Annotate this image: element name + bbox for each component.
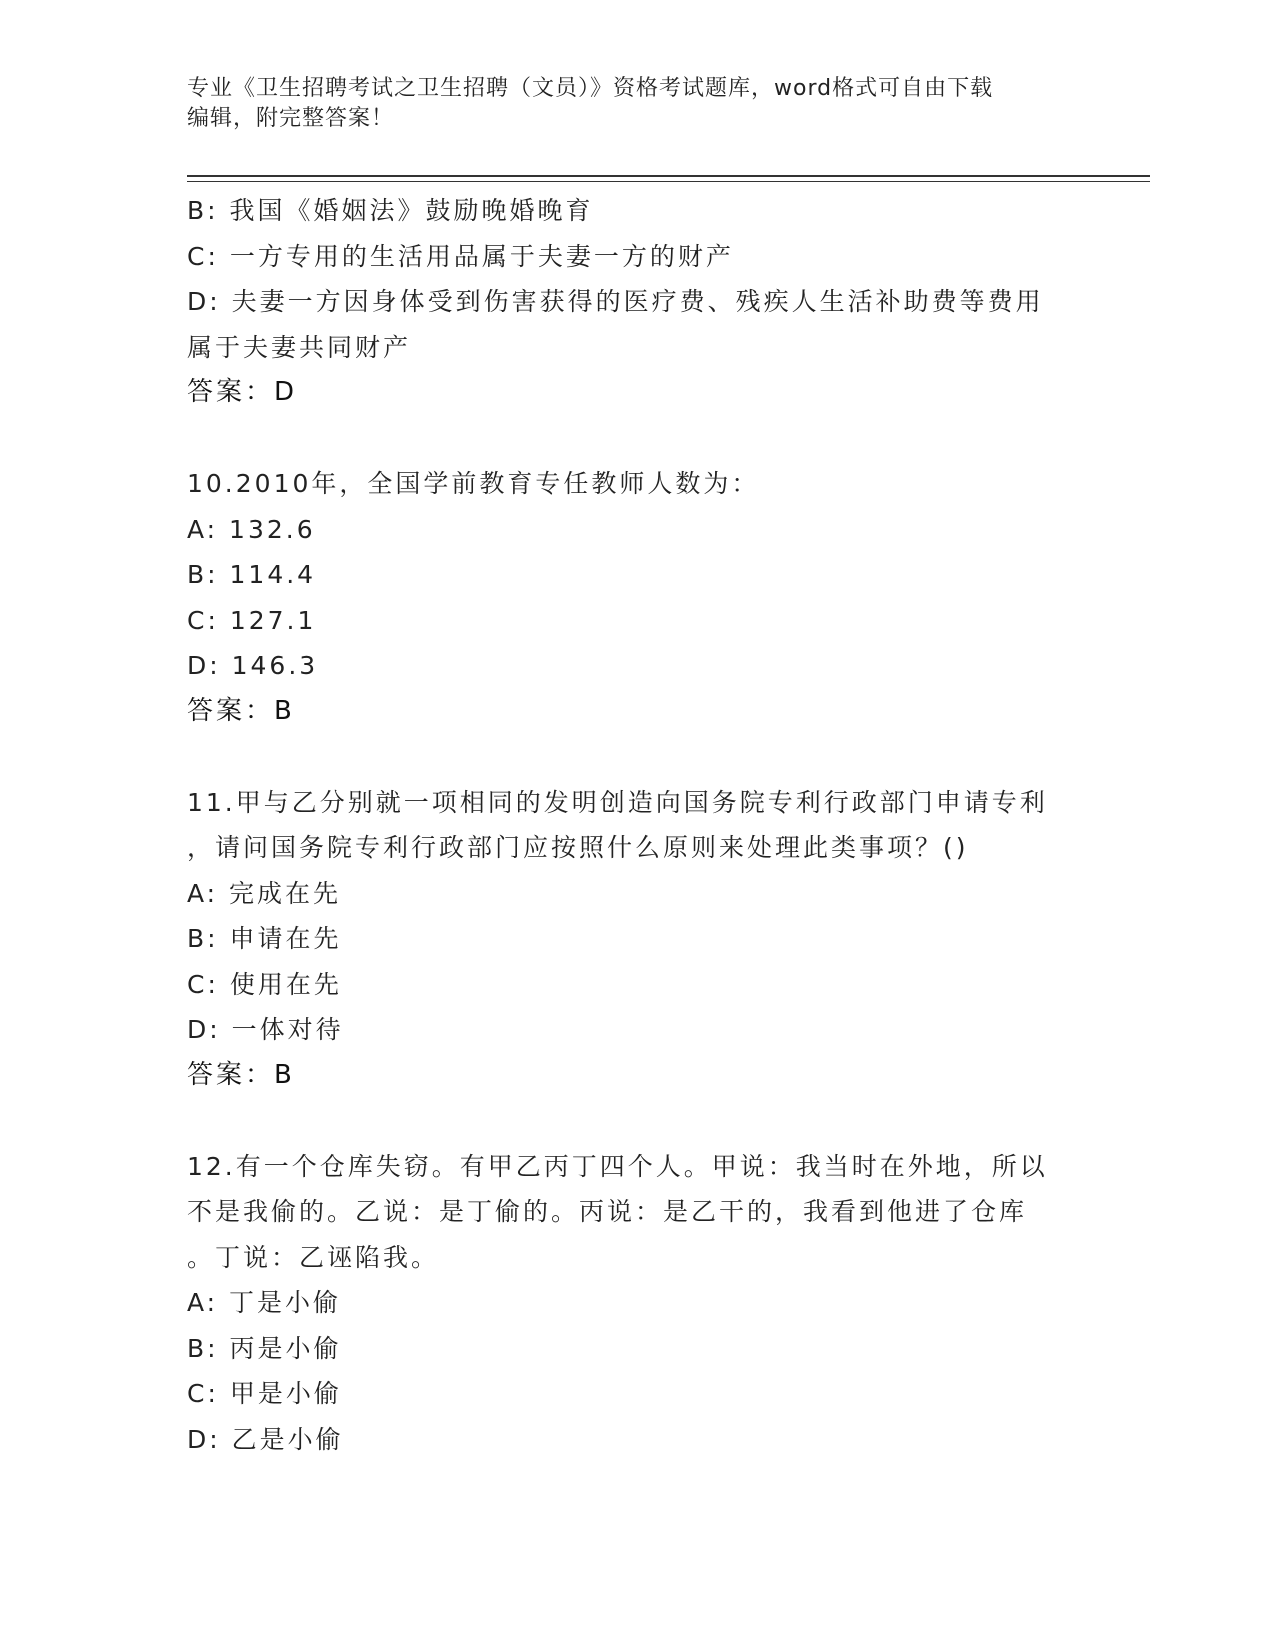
option-d: D: 146.3 [187, 651, 319, 680]
question-block-10 [187, 461, 1077, 734]
option-a: A: 132.6 [187, 514, 316, 544]
option-b: B: 我国《婚姻法》鼓励晚婚晚育 [187, 196, 594, 225]
spacer [187, 734, 1077, 780]
question-block-11 [187, 780, 1077, 1099]
question-block-previous [187, 188, 1077, 416]
option-d: D: 乙是小偷 [187, 1424, 344, 1454]
option-a: A: 完成在先 [187, 878, 342, 908]
question-stem-continued: 不是我偷的。乙说：是丁偷的。丙说：是乙干的，我看到他进了仓库 [187, 1197, 1028, 1226]
option-d: D: 一体对待 [187, 1015, 344, 1044]
question-stem-continued: 。丁说：乙诬陷我。 [187, 1242, 440, 1272]
answer: 答案：D [187, 377, 298, 407]
spacer [187, 1098, 1077, 1144]
answer: 答案：B [187, 695, 295, 726]
question-block-12 [187, 1144, 1077, 1463]
question-stem: 11.甲与乙分别就一项相同的发明创造向国务院专利行政部门申请专利 [187, 787, 1048, 817]
option-c: C: 甲是小偷 [187, 1379, 342, 1408]
document-header [187, 74, 1067, 134]
question-stem: 12.有一个仓库失窃。有甲乙丙丁四个人。甲说：我当时在外地，所以 [187, 1151, 1048, 1181]
option-c: C: 一方专用的生活用品属于夫妻一方的财产 [187, 241, 734, 271]
option-d-continued: 属于夫妻共同财产 [187, 332, 412, 362]
option-c: C: 127.1 [187, 605, 317, 635]
question-stem: 10.2010年，全国学前教育专任教师人数为： [187, 469, 760, 498]
header-divider-thin [187, 181, 1150, 182]
spacer [187, 416, 1077, 462]
option-c: C: 使用在先 [187, 969, 342, 999]
header-line-2: 编辑，附完整答案！ [187, 106, 395, 131]
header-line-1: 专业《卫生招聘考试之卫生招聘（文员）》资格考试题库，word格式可自由下载 [187, 76, 994, 101]
option-b: B: 114.4 [187, 560, 317, 589]
question-list [187, 188, 1077, 1462]
option-b: B: 申请在先 [187, 924, 342, 953]
answer: 答案：B [187, 1059, 295, 1090]
header-divider-thick [187, 175, 1150, 177]
option-a: A: 丁是小偷 [187, 1288, 342, 1317]
question-stem-continued: ，请问国务院专利行政部门应按照什么原则来处理此类事项？() [187, 833, 969, 862]
option-d: D: 夫妻一方因身体受到伤害获得的医疗费、残疾人生活补助费等费用 [187, 287, 1044, 316]
option-b: B: 丙是小偷 [187, 1333, 342, 1363]
